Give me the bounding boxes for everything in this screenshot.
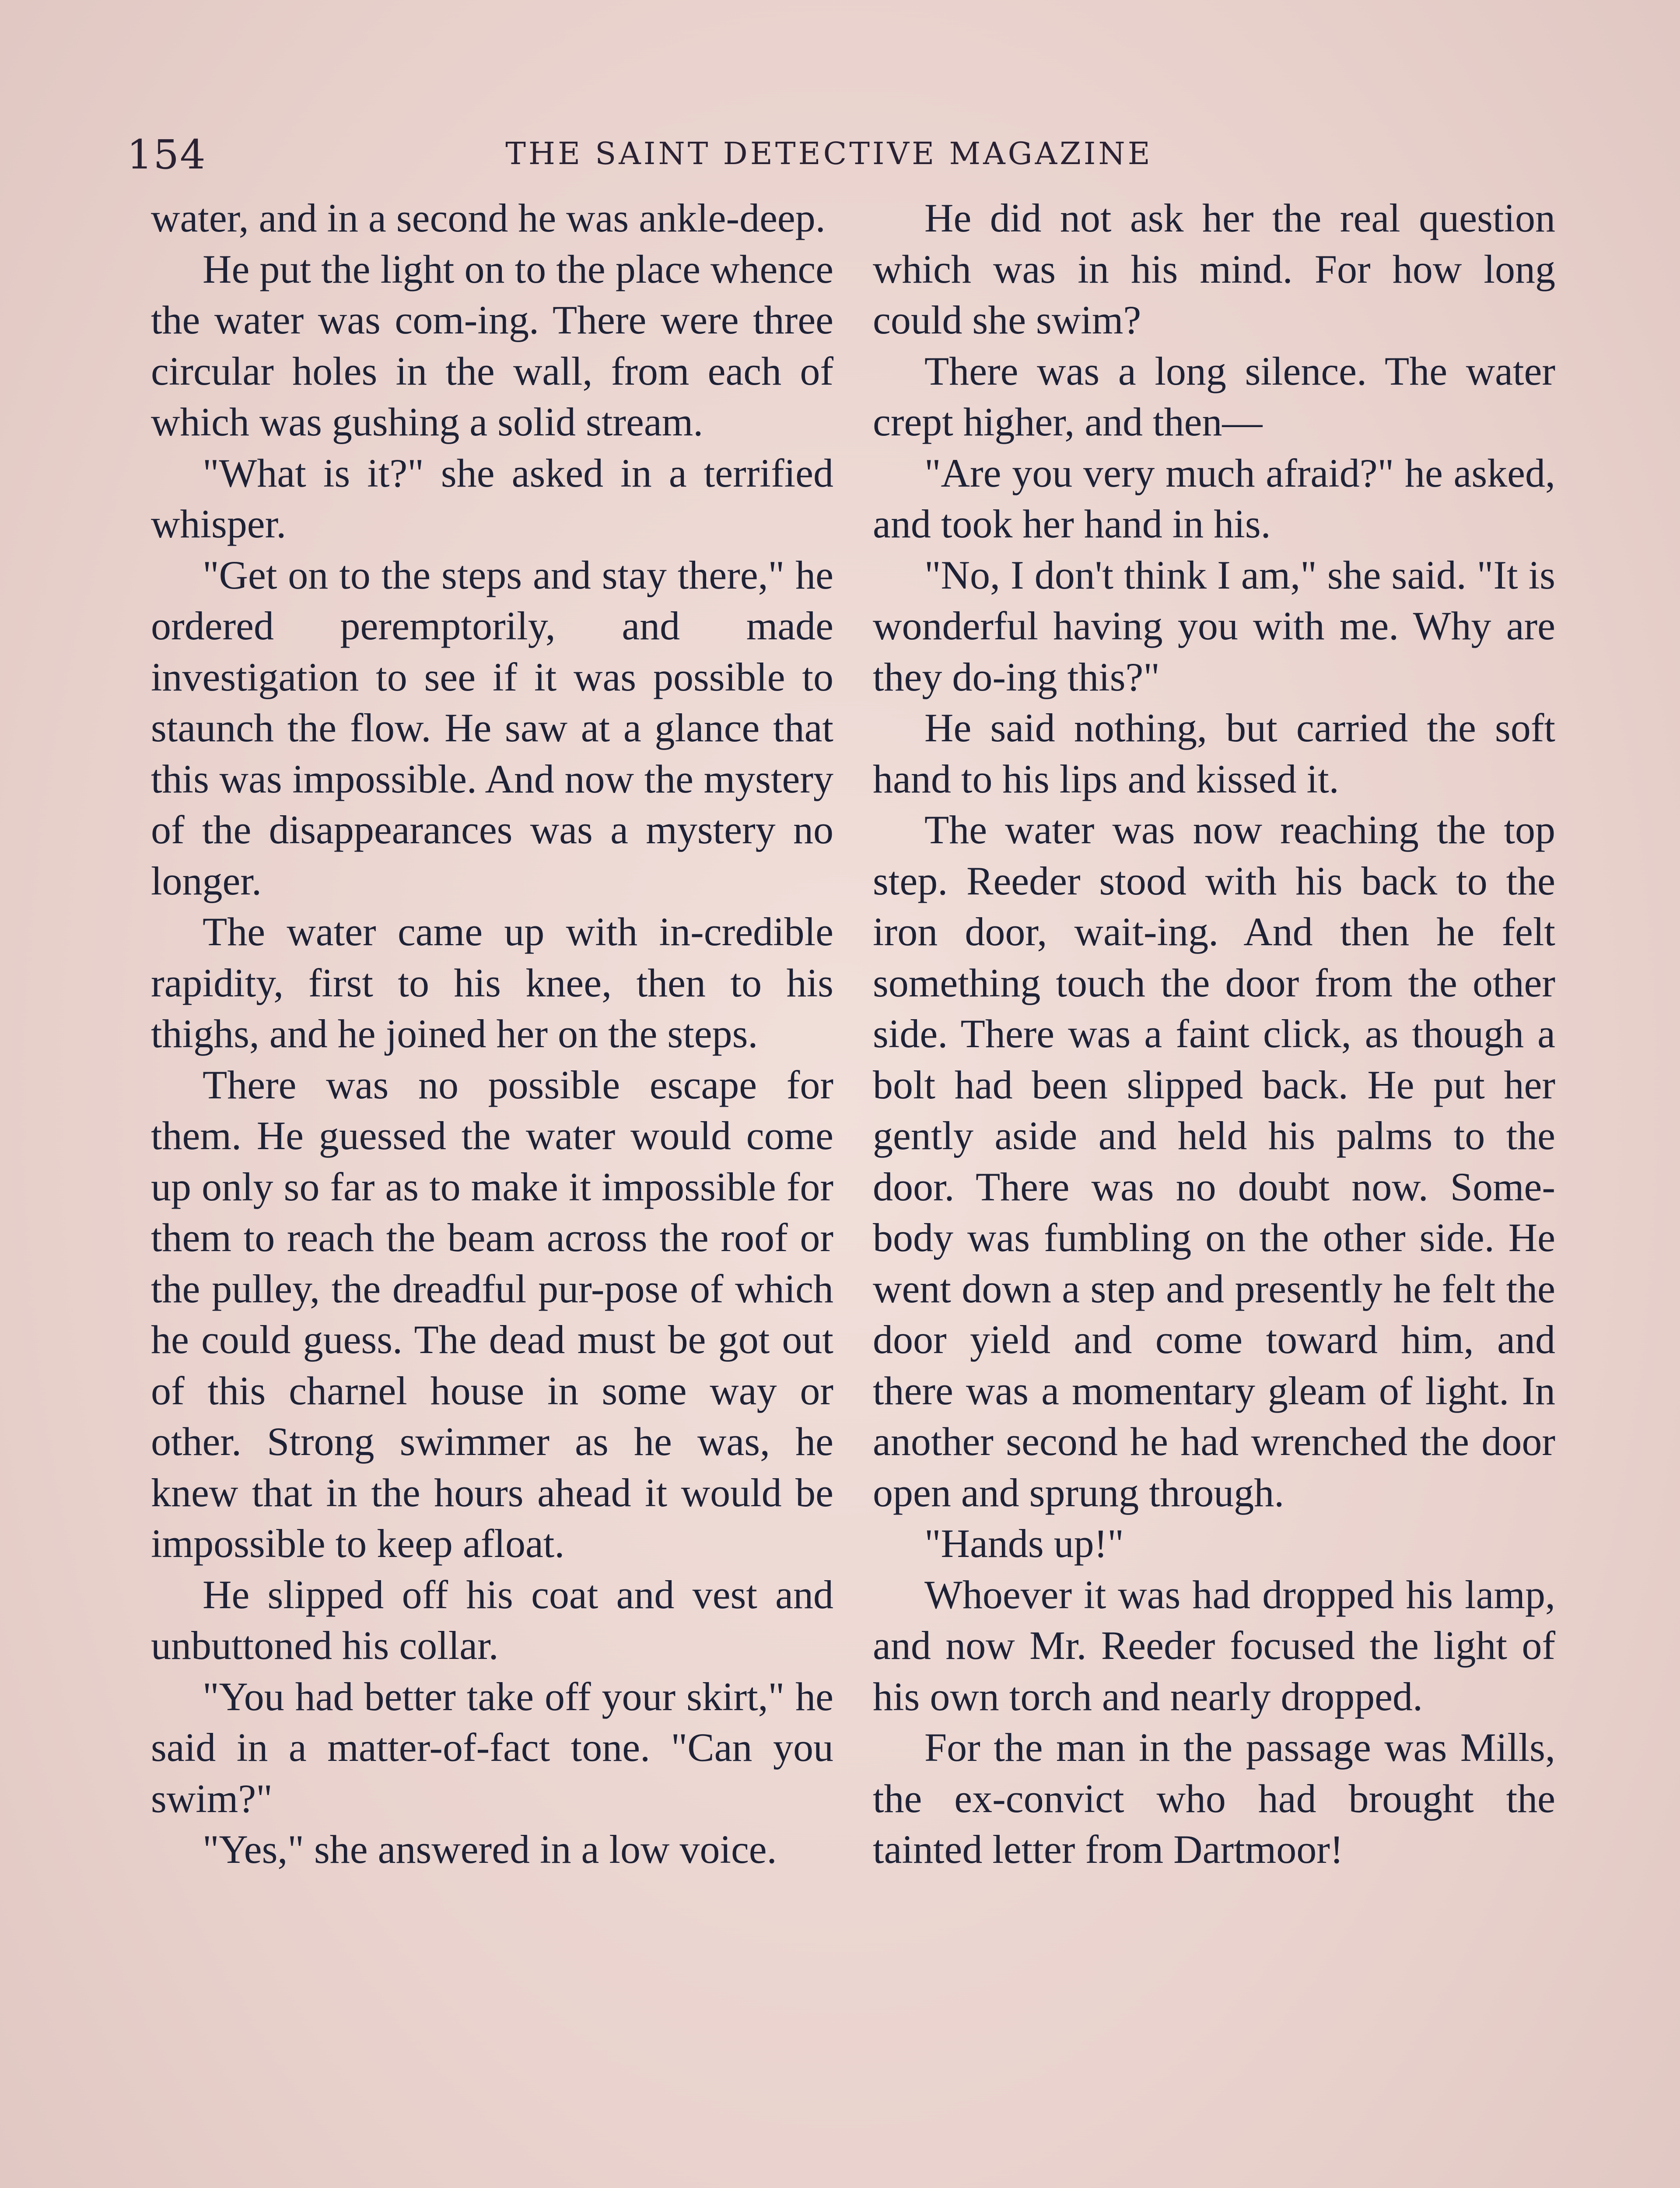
paragraph: There was no possible escape for them. He guessed the water would come up only so far as to make it impossible for them to reach the beam across the roof or the pulley, the dreadful pur-pose of which he could guess. The dead must be got out of this charnel house in some way or other. Strong swimmer as he was, he knew that in the hours ahead it would be impossible to keep afloat. [151, 1062, 833, 1566]
left-column [151, 193, 833, 1875]
paragraph: "Get on to the steps and stay there," he ordered peremptorily, and made investigation to see if it was possible to staunch the flow. He saw at a glance that this was impossible. And now the mystery of the disappearances was a mystery no longer. [151, 552, 833, 903]
paragraph: The water came up with in-credible rapidity, first to his knee, then to his thighs, and he joined her on the steps. [151, 909, 833, 1056]
paragraph: Whoever it was had dropped his lamp, and now Mr. Reeder focused the light of his own torch and nearly dropped. [873, 1572, 1555, 1719]
paragraph: He slipped off his coat and vest and unbuttoned his collar. [151, 1572, 833, 1668]
paragraph: "No, I don't think I am," she said. "It is wonderful having you with me. Why are they do-ing this?" [873, 552, 1555, 699]
paragraph: For the man in the passage was Mills, the ex-convict who had brought the tainted letter from Dartmoor! [873, 1725, 1555, 1872]
paragraph: "What is it?" she asked in a terrified whisper. [151, 450, 833, 546]
paragraph: water, and in a second he was ankle-deep. [151, 196, 826, 240]
paragraph: There was a long silence. The water crept higher, and then— [873, 348, 1555, 444]
paragraph: He put the light on to the place whence the water was com-ing. There were three circular holes in the wall, from each of which was gushing a solid stream. [151, 246, 833, 444]
paragraph: "Yes," she answered in a low voice. [203, 1827, 777, 1872]
page-header [127, 127, 1531, 193]
page-number: 154 [127, 131, 206, 178]
paragraph: "You had better take off your skirt," he said in a matter-of-fact tone. "Can you swim?" [151, 1674, 833, 1821]
paragraph: He did not ask her the real question which was in his mind. For how long could she swim? [873, 196, 1555, 342]
paragraph: He said nothing, but carried the soft hand to his lips and kissed it. [873, 705, 1555, 801]
right-column [873, 193, 1555, 1875]
paragraph: "Hands up!" [924, 1521, 1124, 1566]
running-title: THE SAINT DETECTIVE MAGAZINE [505, 136, 1153, 172]
paragraph: "Are you very much afraid?" he asked, and took her hand in his. [873, 450, 1555, 546]
paragraph: The water was now reaching the top step. Reeder stood with his back to the iron door, wait-ing. And then he felt something touch the door from the other side. There was a faint click, as though a bolt had been slipped back. He put her gently aside and held his palms to the door. There was no doubt now. Some-body was fumbling on the other side. He went down a step and presently he felt the door yield and come toward him, and there was a momentary gleam of light. In another second he had wrenched the door open and sprung through. [873, 807, 1555, 1515]
